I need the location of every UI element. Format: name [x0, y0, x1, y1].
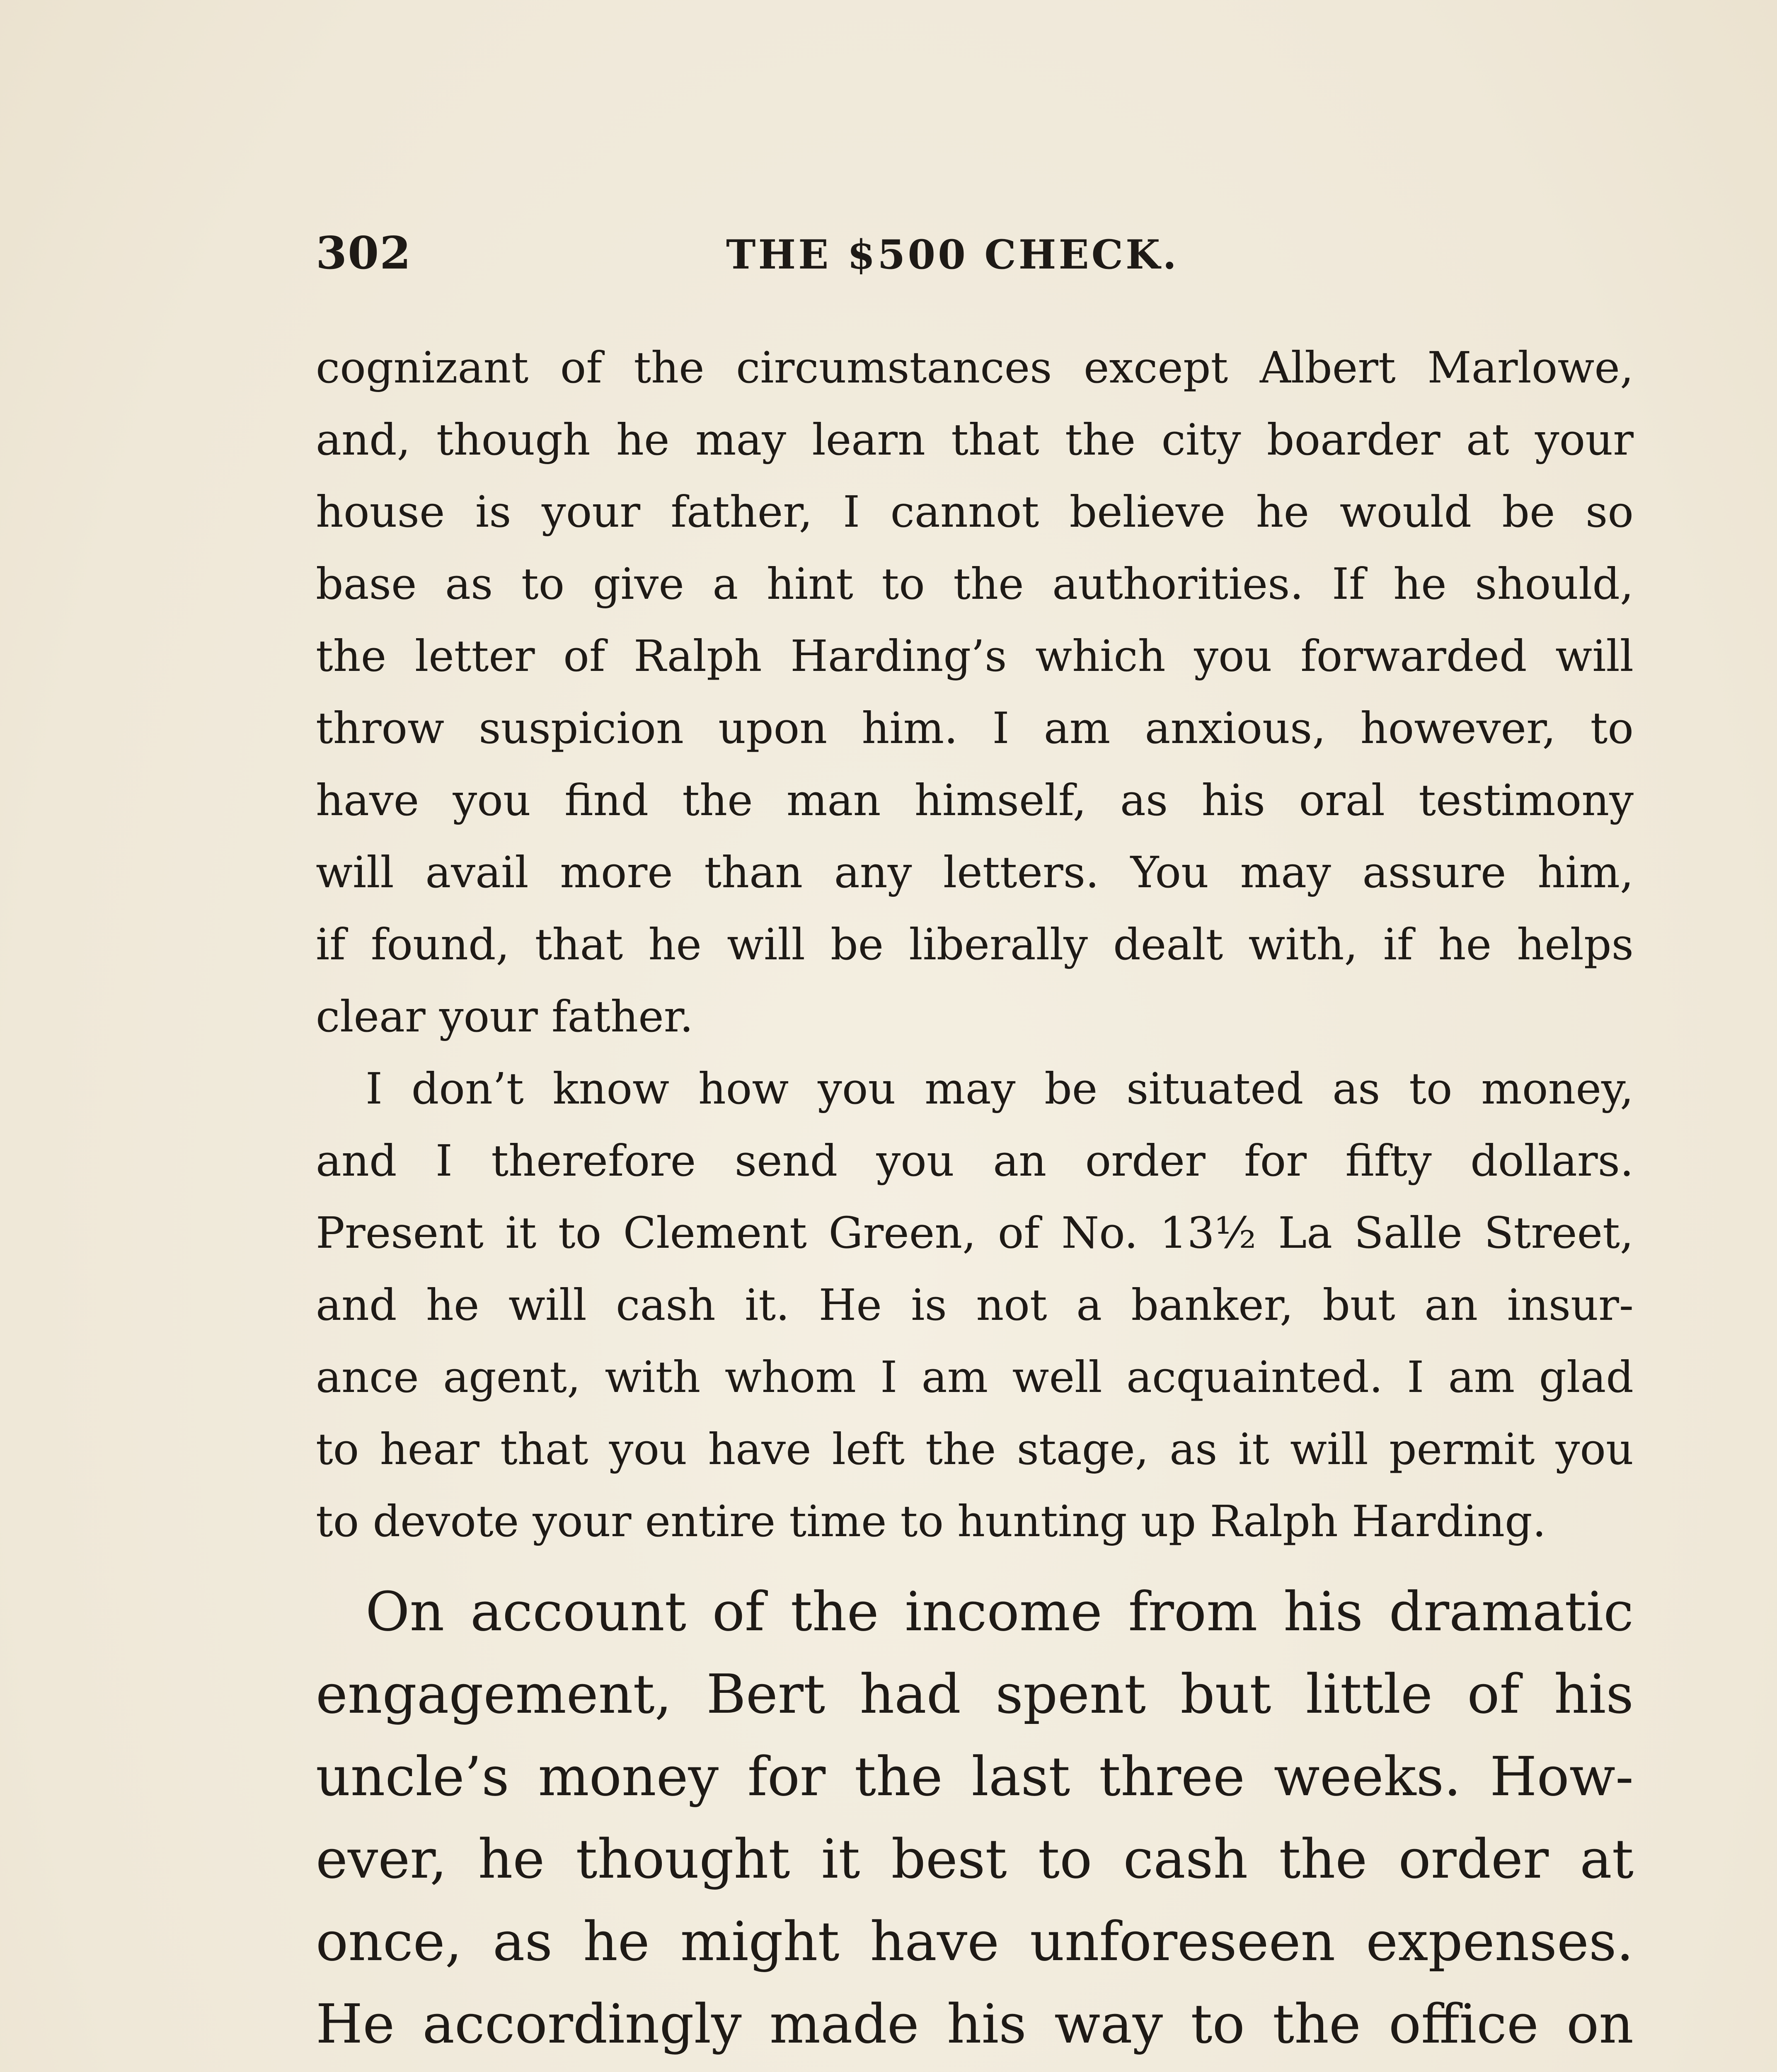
narrative-line: once, as he might have unforeseen expenses. [316, 1910, 1634, 1973]
letter-line: base as to give a hint to the authorities. If he should, [316, 559, 1634, 609]
letter-line: and I therefore send you an order for fifty dollars. [316, 1135, 1634, 1186]
letter-line: and he will cash it. He is not a banker, but an insur- [316, 1280, 1634, 1330]
letter-line: house is your father, I cannot believe he would be so [316, 487, 1634, 537]
letter-line: will avail more than any letters. You may assure him, [316, 847, 1634, 898]
letter-line: clear your father. [316, 991, 694, 1042]
letter-line: Present it to Clement Green, of No. 13½ La Salle Street, [316, 1208, 1634, 1258]
letter-line: I don’t know how you may be situated as to money, [366, 1063, 1634, 1114]
letter-line: the letter of Ralph Harding’s which you forwarded will [316, 631, 1634, 681]
narrative-line [316, 2065, 1634, 2072]
letter-line: cognizant of the circumstances except Albert Marlowe, [316, 342, 1634, 393]
letter-line: ance agent, with whom I am well acquainted. I am glad [316, 1352, 1634, 1402]
narrative-line: engagement, Bert had spent but little of his [316, 1663, 1634, 1726]
narrative-text-block [316, 1571, 1634, 2072]
running-head: THE $500 CHECK. [726, 231, 1179, 278]
letter-line: to devote your entire time to hunting up Ralph Harding. [316, 1496, 1546, 1547]
letter-text-block [316, 332, 1634, 1557]
letter-line: if found, that he will be liberally dealt with, if he helps [316, 919, 1634, 970]
narrative-line: ever, he thought it best to cash the order at [316, 1828, 1634, 1890]
page-header [316, 227, 1634, 285]
page-number: 302 [316, 227, 412, 279]
narrative-line: uncle’s money for the last three weeks. How- [316, 1745, 1634, 1808]
letter-line: to hear that you have left the stage, as it will permit you [316, 1424, 1634, 1474]
letter-line: have you find the man himself, as his oral testimony [316, 775, 1634, 825]
narrative-line: He accordingly made his way to the office on [316, 1992, 1634, 2055]
narrative-line: On account of the income from his dramatic [366, 1580, 1634, 1643]
letter-line: throw suspicion upon him. I am anxious, however, to [316, 703, 1634, 753]
letter-line: and, though he may learn that the city boarder at your [316, 414, 1634, 465]
